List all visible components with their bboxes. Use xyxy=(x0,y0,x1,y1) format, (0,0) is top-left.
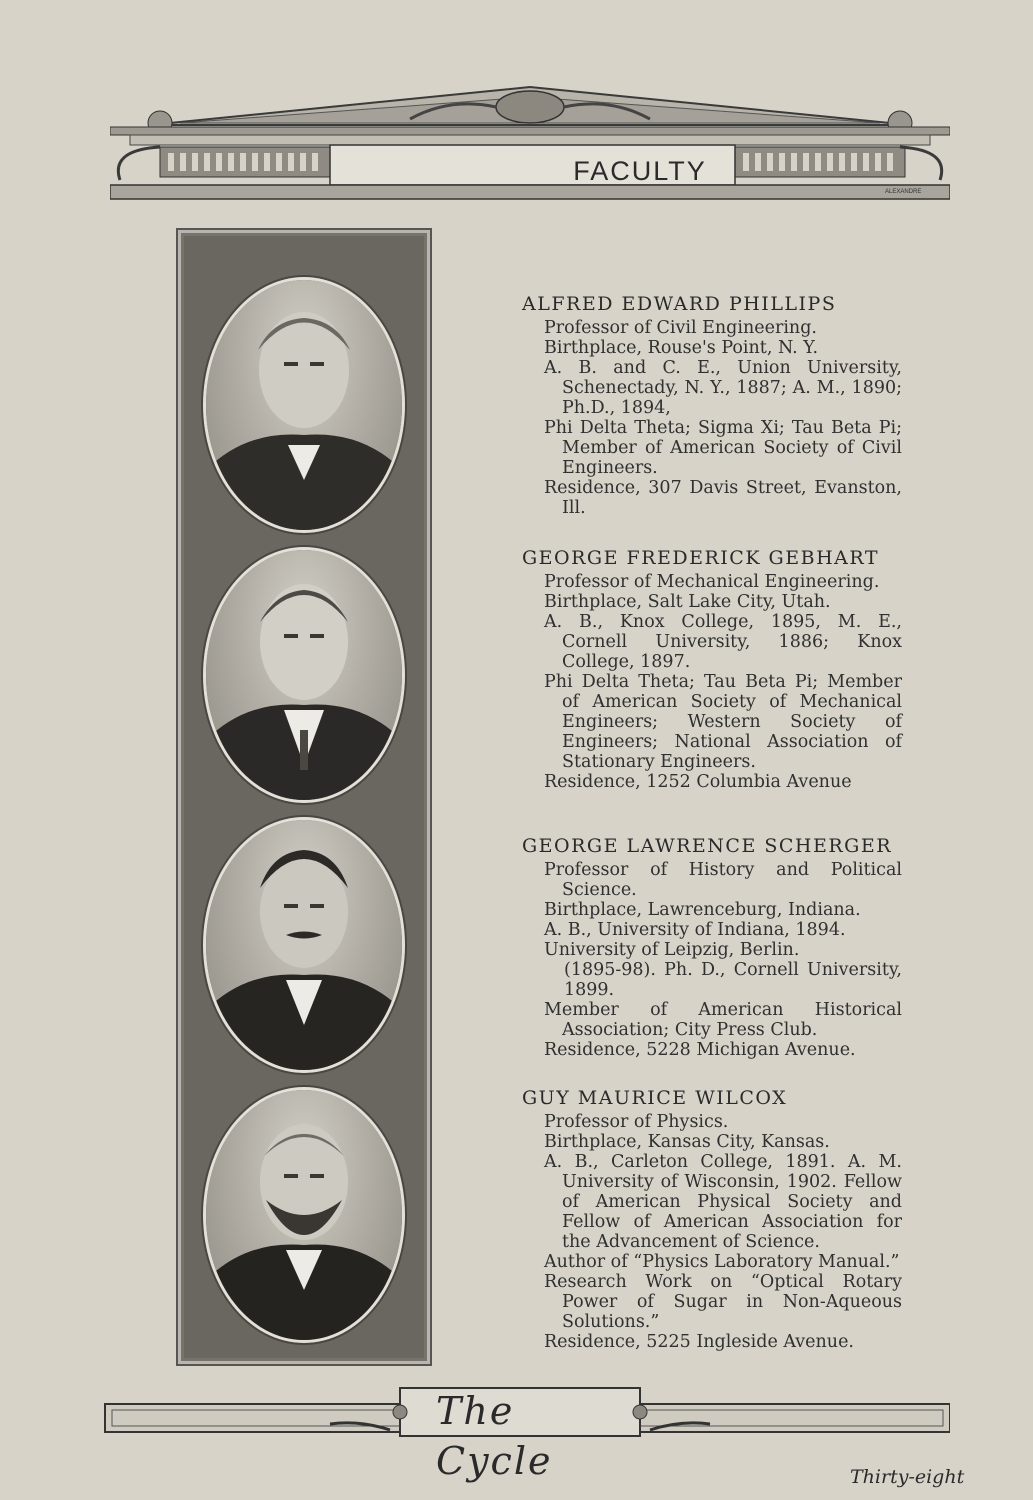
faculty-entry xyxy=(522,834,902,1060)
faculty-name: GUY MAURICE WILCOX xyxy=(522,1087,788,1109)
faculty-entry xyxy=(522,546,902,792)
faculty-name: ALFRED EDWARD PHILLIPS xyxy=(522,293,837,315)
entry-line: Professor of Physics. xyxy=(544,1112,729,1132)
entry-line: Professor of Civil Engineering. xyxy=(544,318,817,338)
entry-line: Birthplace, Salt Lake City, Utah. xyxy=(544,592,831,612)
entry-line: A. B., University of Indiana, 1894. xyxy=(544,920,846,940)
entry-line: Phi Delta Theta; Tau Beta Pi; Member of American Society of Mechanical Engineers; Western Society of Engineers; National Association of Stationary Engineers. xyxy=(544,672,902,772)
header-ornament xyxy=(110,85,950,205)
yearbook-title: The Cycle xyxy=(436,1389,553,1483)
entry-line: Birthplace, Lawrenceburg, Indiana. xyxy=(544,900,861,920)
page-title: FACULTY xyxy=(573,156,707,186)
entry-line: Author of “Physics Laboratory Manual.” xyxy=(544,1252,900,1272)
portrait-george-frederick-gebhart xyxy=(206,550,402,800)
portrait-george-lawrence-scherger xyxy=(206,820,402,1070)
portrait-figure-icon xyxy=(206,280,402,530)
entry-line: Birthplace, Rouse's Point, N. Y. xyxy=(544,338,819,358)
entry-line: (1895-98). Ph. D., Cornell University, 1899. xyxy=(564,960,902,1000)
entry-line: Birthplace, Kansas City, Kansas. xyxy=(544,1132,830,1152)
faculty-entry xyxy=(522,292,902,518)
entry-line: A. B. and C. E., Union University, Schenectady, N. Y., 1887; A. M., 1890; Ph.D., 1894, xyxy=(544,358,902,418)
entry-line: Professor of History and Political Science. xyxy=(544,860,902,900)
portrait-strip xyxy=(176,228,432,1366)
entry-line: A. B., Knox College, 1895, M. E., Cornell University, 1886; Knox College, 1897. xyxy=(544,612,902,672)
entry-line: University of Leipzig, Berlin. xyxy=(544,940,800,960)
entry-line: Residence, 307 Davis Street, Evanston, Ill. xyxy=(544,478,902,518)
entry-line: A. B., Carleton College, 1891. A. M. University of Wisconsin, 1902. Fellow of American Physical Society and Fellow of American Association for the Advancement of Science. xyxy=(544,1152,902,1252)
entry-line: Research Work on “Optical Rotary Power of Sugar in Non-Aqueous Solutions.” xyxy=(544,1272,902,1332)
portrait-figure-icon xyxy=(206,820,402,1070)
faculty-entry xyxy=(522,1086,902,1352)
artist-signature: ALEXANDRE xyxy=(885,189,922,195)
entry-line: Phi Delta Theta; Sigma Xi; Tau Beta Pi; Member of American Society of Civil Engineers. xyxy=(544,418,902,478)
entry-line: Professor of Mechanical Engineering. xyxy=(544,572,880,592)
portrait-figure-icon xyxy=(206,550,402,800)
entry-line: Residence, 5225 Ingleside Avenue. xyxy=(544,1332,854,1352)
faculty-name: GEORGE FREDERICK GEBHART xyxy=(522,547,880,569)
portrait-figure-icon xyxy=(206,1090,402,1340)
page-number: Thirty-eight xyxy=(850,1466,965,1488)
entry-line: Residence, 5228 Michigan Avenue. xyxy=(544,1040,856,1060)
entry-line: Residence, 1252 Columbia Avenue xyxy=(544,772,852,792)
portrait-guy-maurice-wilcox xyxy=(206,1090,402,1340)
portrait-alfred-edward-phillips xyxy=(206,280,402,530)
faculty-name: GEORGE LAWRENCE SCHERGER xyxy=(522,835,893,857)
entry-line: Member of American Historical Association; City Press Club. xyxy=(544,1000,902,1040)
